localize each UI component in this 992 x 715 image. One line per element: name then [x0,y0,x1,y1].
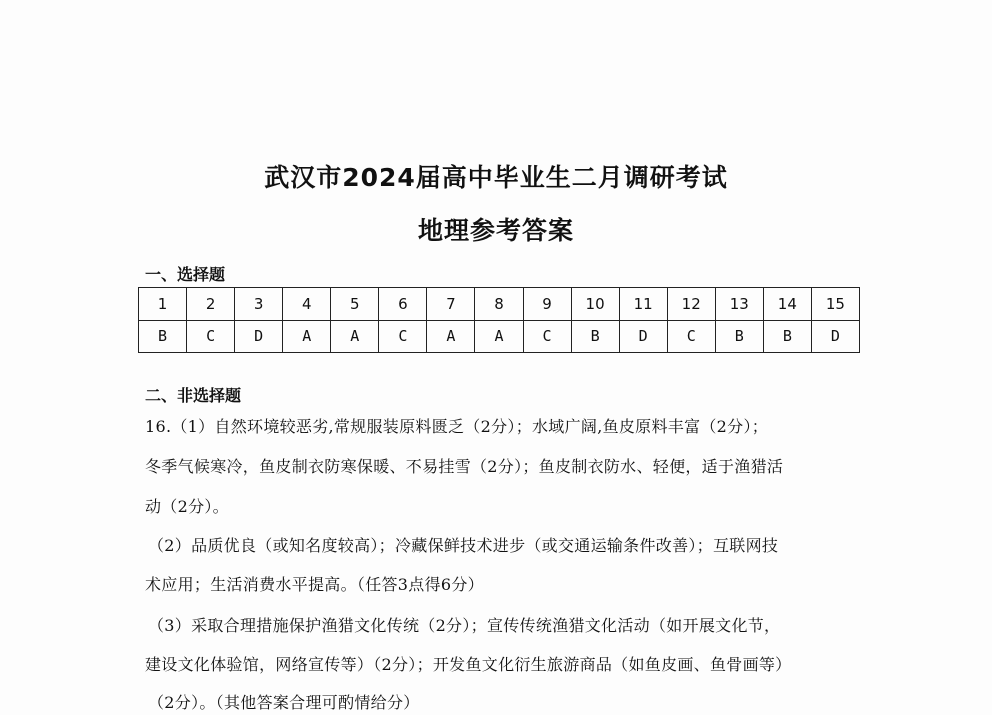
answer-cell: D [811,320,859,353]
question-number-cell: 9 [523,288,571,321]
answer-text-line: （2）品质优良（或知名度较高）；冷藏保鲜技术进步（或交通运输条件改善）；互联网技 [148,536,779,555]
answer-cell: C [667,320,715,353]
answer-cell: B [139,320,187,353]
question-number-cell: 15 [811,288,859,321]
section-heading-choice: 一、选择题 [145,265,226,284]
answer-cell: D [235,320,283,353]
question-number-cell: 14 [763,288,811,321]
answer-cell: B [763,320,811,353]
answer-cell: B [571,320,619,353]
page-subtitle: 地理参考答案 [417,216,574,245]
answer-table [138,287,860,353]
answer-text-line: 动（2分）。 [145,497,229,516]
answer-text-line: 冬季气候寒冷，鱼皮制衣防寒保暖、不易挂雪（2分）；鱼皮制衣防水、轻便，适于渔猎活 [145,457,784,476]
answer-cell: B [715,320,763,353]
question-number-cell: 10 [571,288,619,321]
answer-cell: C [187,320,235,353]
section-heading-non-choice: 二、非选择题 [145,386,242,405]
question-number-cell: 3 [235,288,283,321]
answer-cell: A [427,320,475,353]
question-number-cell: 7 [427,288,475,321]
answer-text-line: 16.（1）自然环境较恶劣,常规服装原料匮乏（2分）；水域广阔,鱼皮原料丰富（2分）； [145,417,769,436]
question-number-cell: 1 [139,288,187,321]
question-number-cell: 8 [475,288,523,321]
answer-cell: A [475,320,523,353]
question-number-cell: 5 [331,288,379,321]
answer-cell: C [523,320,571,353]
question-number-row [139,288,860,321]
answer-cell: A [331,320,379,353]
question-number-cell: 4 [283,288,331,321]
question-number-cell: 2 [187,288,235,321]
page-title: 武汉市2024届高中毕业生二月调研考试 [264,163,728,192]
answer-text-line: 术应用；生活消费水平提高。（任答3点得6分） [145,575,484,594]
answer-row [139,320,860,353]
answer-cell: C [379,320,427,353]
question-number-cell: 6 [379,288,427,321]
answer-cell: D [619,320,667,353]
answer-text-line: 建设文化体验馆，网络宣传等）（2分）；开发鱼文化衍生旅游商品（如鱼皮画、鱼骨画等） [145,655,792,674]
answer-cell: A [283,320,331,353]
question-number-cell: 13 [715,288,763,321]
answer-text-line: （2分）。（其他答案合理可酌情给分） [148,693,420,712]
answer-text-line: （3）采取合理措施保护渔猎文化传统（2分）；宣传传统渔猎文化活动（如开展文化节， [148,616,781,635]
question-number-cell: 11 [619,288,667,321]
question-number-cell: 12 [667,288,715,321]
